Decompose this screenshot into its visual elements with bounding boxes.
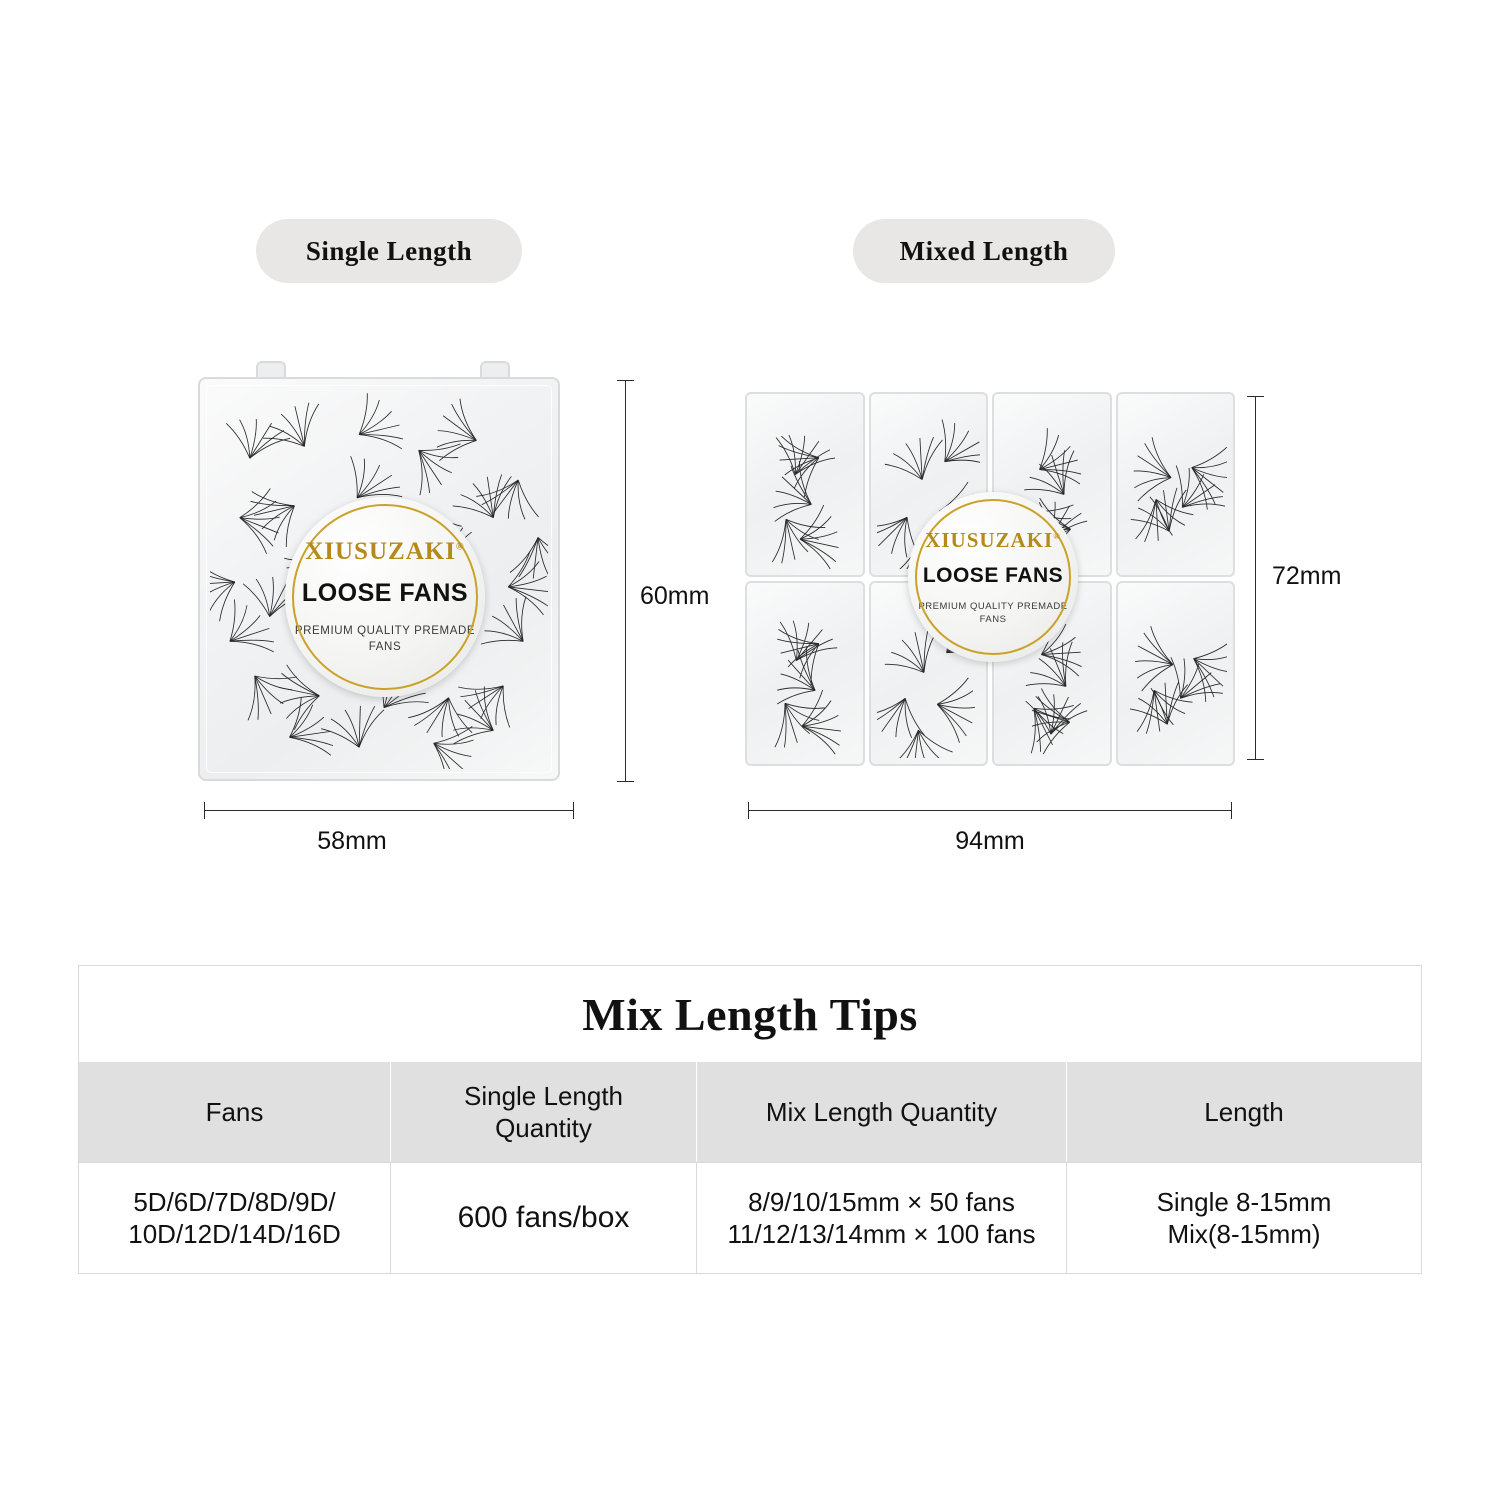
table-cell-mix-quantity: 8/9/10/15mm × 50 fans 11/12/13/14mm × 100 fans	[697, 1163, 1067, 1273]
mixed-box-cell	[745, 392, 865, 577]
dimension-line-mixed-width	[748, 810, 1232, 811]
brand-subtitle-line2: PREMADE FANS	[368, 625, 476, 653]
cell-lash-fill	[1124, 400, 1228, 569]
table-title: Mix Length Tips	[582, 988, 918, 1040]
dimension-line-single-height	[625, 380, 626, 782]
pill-single-length-label: Single Length	[305, 235, 473, 266]
dimension-line-mixed-height	[1255, 396, 1256, 760]
table-header-fans: Fans	[79, 1062, 391, 1162]
table-cell-single-quantity: 600 fans/box	[391, 1163, 697, 1273]
lash-texture-icon	[1124, 400, 1228, 569]
mixed-box-cell	[745, 581, 865, 766]
table-header-single-length-quantity: Single Length Quantity	[391, 1062, 697, 1162]
brand-name: XIUSUZAKI®	[305, 538, 465, 566]
cell-lash-fill	[1124, 589, 1228, 758]
dimension-label-single-width: 58mm	[317, 827, 387, 855]
table-header-mix-length-quantity: Mix Length Quantity	[697, 1062, 1067, 1162]
table-header-length: Length	[1204, 1096, 1284, 1127]
lash-texture-icon	[1124, 589, 1228, 758]
mixed-box-cell	[1116, 392, 1236, 577]
mixed-length-product-image	[745, 392, 1235, 766]
brand-subtitle-line1: PREMIUM QUALITY	[918, 600, 1014, 612]
brand-title: LOOSE FANS	[922, 563, 1064, 587]
cell-lash-fill	[753, 400, 857, 569]
dimension-label-single-height: 60mm	[640, 582, 710, 610]
registered-mark-icon: ®	[455, 542, 465, 554]
table-cell-length: Single 8-15mm Mix(8-15mm)	[1156, 1186, 1332, 1249]
mixed-box-cell	[1116, 581, 1236, 766]
brand-name: XIUSUZAKI®	[925, 527, 1061, 552]
lash-texture-icon	[753, 400, 857, 569]
dimension-line-single-width	[204, 810, 574, 811]
table-header-row	[79, 1062, 1421, 1162]
table-row	[79, 1162, 1421, 1273]
brand-subtitle-line1: PREMIUM QUALITY	[294, 625, 411, 638]
pill-single-length	[256, 219, 522, 283]
brand-subtitle-line2: PREMADE FANS	[979, 600, 1068, 625]
brand-subtitle	[908, 601, 1078, 627]
table-cell-fans: 5D/6D/7D/8D/9D/ 10D/12D/14D/16D	[79, 1163, 391, 1273]
dimension-label-mixed-height: 72mm	[1272, 562, 1342, 590]
pill-mixed-length-label: Mixed Length	[899, 235, 1069, 266]
brand-subtitle	[285, 624, 485, 655]
brand-label-single	[285, 497, 485, 697]
lash-texture-icon	[753, 589, 857, 758]
brand-title: LOOSE FANS	[301, 579, 469, 608]
single-length-product-image	[198, 377, 560, 781]
cell-lash-fill	[753, 589, 857, 758]
brand-label-mixed	[908, 492, 1078, 662]
mix-length-tips-table	[78, 965, 1422, 1274]
registered-mark-icon: ®	[1053, 530, 1061, 541]
dimension-label-mixed-width: 94mm	[955, 827, 1025, 855]
pill-mixed-length	[853, 219, 1115, 283]
